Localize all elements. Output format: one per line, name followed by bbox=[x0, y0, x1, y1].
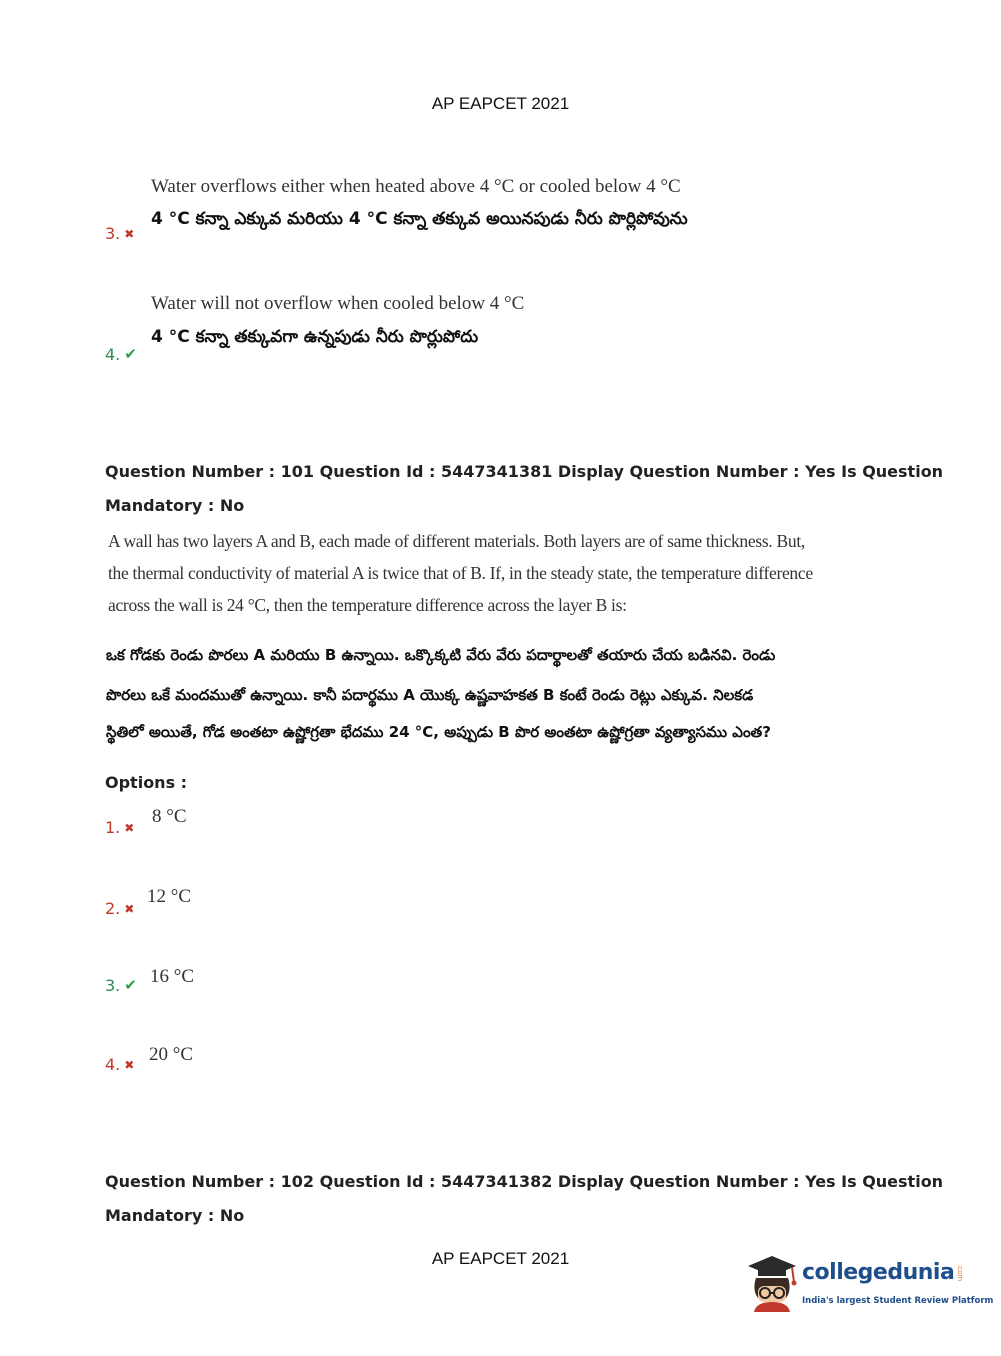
page-footer: AP EAPCET 2021 bbox=[431, 1249, 570, 1268]
logo-tagline: India's largest Student Review Platform bbox=[802, 1296, 994, 1306]
option-4-marker bbox=[105, 345, 137, 365]
q101-option-1 bbox=[105, 818, 134, 838]
question-101-telugu-line1: ఒక గోడకు రెండు పొరలు A మరియు B ఉన్నాయి. ఒక్కొక్కటి వేరు వేరు పదార్థాలతో తయారు చేయ బడినవి. రెండు bbox=[106, 646, 776, 664]
q101-option-2 bbox=[105, 899, 134, 919]
question-101-telugu-line3: స్థితిలో అయితే, గోడ అంతటా ఉష్ణోగ్రతా భేదము 24 °C, అప్పుడు B పొర అంతటా ఉష్ణోగ్రతా వ్యత్యాసము ఎంత? bbox=[106, 723, 771, 741]
q101-option-4-number: 4. bbox=[105, 1055, 121, 1074]
q101-option-1-number: 1. bbox=[105, 818, 121, 837]
option-3-telugu: 4 °C కన్నా ఎక్కువ మరియు 4 °C కన్నా తక్కువ అయినపుడు నీరు పొర్లిపోవును bbox=[151, 209, 688, 229]
q101-option-3-text: 16 °C bbox=[150, 966, 195, 987]
option-4-telugu: 4 °C కన్నా తక్కువగా ఉన్నపుడు నీరు పొర్లుపోదు bbox=[151, 327, 479, 347]
question-101-english-line2: the thermal conductivity of material A is twice that of B. If, in the steady state, the temperature difference bbox=[108, 563, 813, 583]
question-101-telugu-line2: పొరలు ఒకే మందముతో ఉన్నాయి. కానీ పదార్థము A యొక్క ఉష్ణవాహకత B కంటే రెండు రెట్లు ఎక్కువ. నిలకడ bbox=[106, 686, 754, 704]
q101-option-4 bbox=[105, 1055, 134, 1075]
logo-wordmark: collegedunia bbox=[802, 1260, 955, 1285]
q101-option-3-number: 3. bbox=[105, 976, 121, 995]
question-101-english-line1: A wall has two layers A and B, each made of different materials. Both layers are of same thickness. But, bbox=[108, 531, 805, 551]
option-3-marker bbox=[105, 224, 134, 244]
check-icon: ✔ bbox=[124, 977, 137, 994]
question-101-header-line2: Mandatory : No bbox=[105, 496, 245, 515]
question-101-english-line3: across the wall is 24 °C, then the temperature difference across the layer B is: bbox=[108, 595, 627, 615]
option-4-english: Water will not overflow when cooled below 4 °C bbox=[151, 293, 525, 314]
question-102-header-line2: Mandatory : No bbox=[105, 1206, 245, 1225]
page-header: AP EAPCET 2021 bbox=[431, 94, 570, 113]
collegedunia-logo bbox=[742, 1250, 994, 1320]
cross-icon: ✖ bbox=[124, 821, 135, 835]
q101-option-4-text: 20 °C bbox=[149, 1044, 194, 1065]
options-label: Options : bbox=[105, 773, 188, 792]
option-3-english: Water overflows either when heated above 4 °C or cooled below 4 °C bbox=[151, 176, 681, 197]
logo-com: .com bbox=[956, 1264, 964, 1282]
cross-icon: ✖ bbox=[124, 227, 135, 241]
check-icon: ✔ bbox=[124, 346, 137, 363]
mascot-icon bbox=[742, 1252, 800, 1312]
option-3-number: 3. bbox=[105, 224, 121, 243]
question-101-header-line1: Question Number : 101 Question Id : 5447341381 Display Question Number : Yes Is Question bbox=[105, 462, 944, 481]
cross-icon: ✖ bbox=[124, 902, 135, 916]
q101-option-2-number: 2. bbox=[105, 899, 121, 918]
q101-option-3 bbox=[105, 976, 137, 996]
option-4-number: 4. bbox=[105, 345, 121, 364]
q101-option-2-text: 12 °C bbox=[147, 886, 192, 907]
cross-icon: ✖ bbox=[124, 1058, 135, 1072]
question-102-header-line1: Question Number : 102 Question Id : 5447341382 Display Question Number : Yes Is Question bbox=[105, 1172, 944, 1191]
q101-option-1-text: 8 °C bbox=[152, 806, 187, 827]
